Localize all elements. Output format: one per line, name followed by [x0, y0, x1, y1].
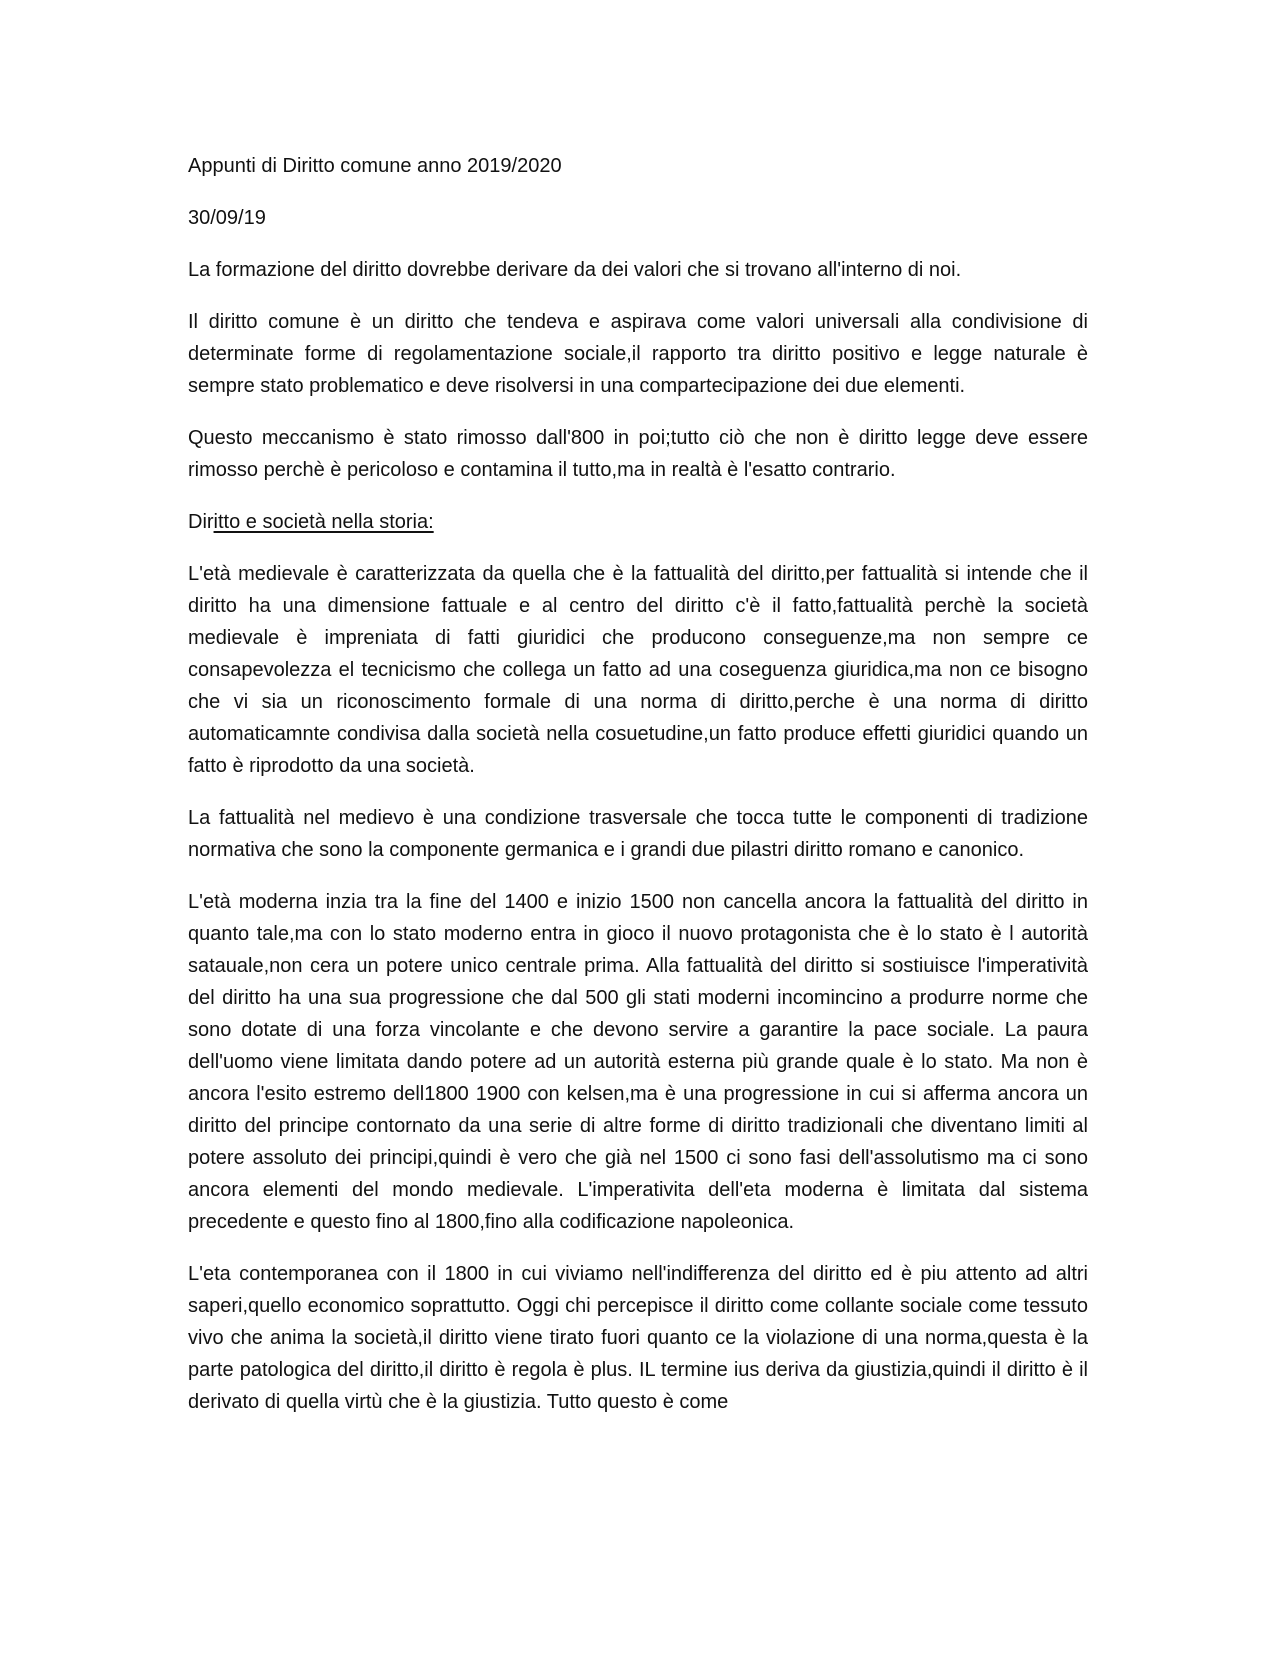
paragraph-intro: La formazione del diritto dovrebbe derivare da dei valori che si trovano all'interno di noi. — [188, 259, 962, 281]
document-body — [188, 150, 1088, 1438]
section-heading-prefix: Dir — [188, 511, 214, 533]
paragraph-meccanismo: Questo meccanismo è stato rimosso dall'800 in poi;tutto ciò che non è diritto legge deve essere rimosso perchè è pericoloso e contamina il tutto,ma in realtà è l'esatto contrario. — [188, 427, 1088, 481]
section-heading-underlined: itto e società nella storia: — [213, 511, 434, 533]
document-date: 30/09/19 — [188, 207, 266, 229]
paragraph-eta-moderna: L'età moderna inzia tra la fine del 1400 e inizio 1500 non cancella ancora la fattualità del diritto in quanto tale,ma con lo stato moderno entra in gioco il nuovo protagonista che è lo stato è l autorità satauale,non cera un potere unico centrale prima. Alla fattualità del diritto si sostiuisce l'imperatività del diritto ha una sua progressione che dal 500 gli stati moderni incomincino a produrre norme che sono dotate di una forza vincolante e che devono servire a garantire la pace sociale. La paura dell'uomo viene limitata dando potere ad un autorità esterna più grande quale è lo stato. Ma non è ancora l'esito estremo dell1800 1900 con kelsen,ma è una progressione in cui si afferma ancora un diritto del principe contornato da una serie di altre forme di diritto tradizionali che diventano limiti al potere assoluto dei principi,quindi è vero che già nel 1500 ci sono fasi dell'assolutismo ma ci sono ancora elementi del mondo medievale. L'imperativita dell'eta moderna è limitata dal sistema precedente e questo fino al 1800,fino alla codificazione napoleonica. — [188, 891, 1088, 1233]
paragraph-diritto-comune: Il diritto comune è un diritto che tendeva e aspirava come valori universali alla condivisione di determinate forme di regolamentazione sociale,il rapporto tra diritto positivo e legge naturale è sempre stato problematico e deve risolversi in una compartecipazione dei due elementi. — [188, 311, 1088, 397]
section-heading — [188, 506, 1088, 538]
paragraph-eta-contemporanea: L'eta contemporanea con il 1800 in cui viviamo nell'indifferenza del diritto ed è piu attento ad altri saperi,quello economico soprattutto. Oggi chi percepisce il diritto come collante sociale come tessuto vivo che anima la società,il diritto viene tirato fuori quanto ce la violazione di una norma,questa è la parte patologica del diritto,il diritto è regola è plus. IL termine ius deriva da giustizia,quindi il diritto è il derivato di quella virtù che è la giustizia. Tutto questo è come — [188, 1263, 1088, 1413]
paragraph-fattualita-medievo: La fattualità nel medievo è una condizione trasversale che tocca tutte le componenti di tradizione normativa che sono la componente germanica e i grandi due pilastri diritto romano e canonico. — [188, 807, 1088, 861]
document-title: Appunti di Diritto comune anno 2019/2020 — [188, 155, 562, 177]
paragraph-eta-medievale: L'età medievale è caratterizzata da quella che è la fattualità del diritto,per fattualità si intende che il diritto ha una dimensione fattuale e al centro del diritto c'è il fatto,fattualità perchè la società medievale è impreniata di fatti giuridici che producono conseguenze,ma non sempre ce consapevolezza el tecnicismo che collega un fatto ad una coseguenza giuridica,ma non ce bisogno che vi sia un riconoscimento formale di una norma di diritto,perche è una norma di diritto automaticamnte condivisa dalla società nella cosuetudine,un fatto produce effetti giuridici quando un fatto è riprodotto da una società. — [188, 563, 1088, 777]
